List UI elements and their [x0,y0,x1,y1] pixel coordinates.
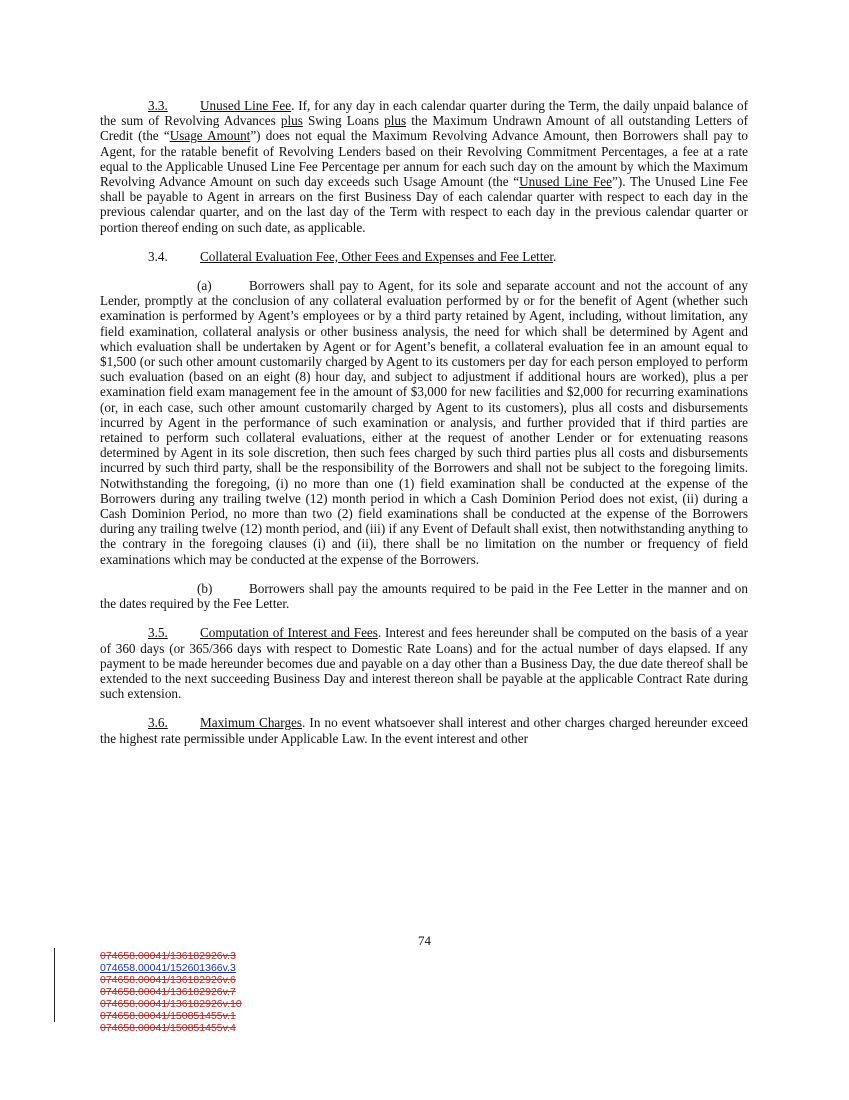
section-3-6 [100,715,748,745]
section-text: ”). The Unused Line Fee shall be payable to Agent in arrears on the first Business Day of each calendar quarter with respect to each day in the previous calendar quarter, and on the last day of the Term with respect to each day in the previous calendar quarter or portion thereof ending on such date, as applicable. [100,174,749,235]
section-title: Collateral Evaluation Fee, Other Fees and Expenses and Fee Letter [200,248,554,264]
document-id-deleted: 074658.00041/136182926v.7 [100,986,236,998]
section-title: Computation of Interest and Fees [200,625,378,641]
section-title: Unused Line Fee [200,98,292,113]
section-number: 3.5. [148,625,168,641]
section-3-3 [100,98,748,235]
defined-term: Usage Amount [169,128,251,144]
document-id-deleted: 074658.00041/150851455v.1 [100,1010,236,1022]
section-text: ”) does not equal the Maximum Revolving Advance Amount, then Borrowers shall pay to Agent, for the ratable benefit of Revolving Lenders based on their Revolving Commitment Percentages, a fee at a rate equal to the Applicable Unused Line Fee Percentage per annum for each such day on the amount by which the Maximum Revolving Advance Amount on such day exceeds such Usage Amount (the “ [100,128,748,190]
document-id-deleted: 074658.00041/136182926v.10 [100,998,242,1010]
defined-term: Unused Line Fee [519,174,612,190]
emphasis-plus: plus [280,113,303,129]
document-id-deleted: 074658.00041/136182926v.3 [100,950,236,962]
section-3-4-a [100,278,748,567]
emphasis-plus: plus [384,113,407,129]
section-text: . In no event whatsoever shall interest and other charges charged hereunder exceed the highest rate permissible under Applicable Law. In the event interest and other [100,715,748,746]
section-3-5 [100,625,748,701]
section-3-4-heading [100,249,748,264]
document-page [100,98,748,760]
section-text: . Interest and fees hereunder shall be computed on the basis of a year of 360 days (or 365/366 days with respect to Domestic Rate Loans) and for the actual number of days elapsed. If any payment to be made hereunder becomes due and payable on a day other than a Business Day, the due date thereof shall be extended to the next succeeding Business Day and interest thereon shall be payable at the applicable Contract Rate during such extension. [100,625,749,702]
section-number: 3.6. [148,715,168,731]
document-id-inserted: 074658.00041/152601366v.3 [100,962,236,974]
page-number: 74 [418,933,431,948]
section-text: Swing Loans [302,113,385,129]
clause-label: (a) [197,278,212,294]
document-id-list [100,950,242,1034]
change-bar [54,948,55,1022]
section-title: Maximum Charges [200,715,303,731]
document-id-deleted: 074658.00041/136182926v.6 [100,974,236,986]
section-3-4-b [100,581,748,611]
clause-text: Borrowers shall pay to Agent, for its sole and separate account and not the account of any Lender, promptly at the conclusion of any collateral evaluation performed by or for the benefit of Agent (whether such examination is performed by Agent’s employees or by a third party retained by Agent, including, without limitation, any field examination, collateral analysis or other business analysis, the need for which shall be determined by Agent and which evaluation shall be undertaken by Agent or for Agent’s benefit, a collateral evaluation fee in an amount equal to $1,500 (or such other amount customarily charged by Agent to its customers per day for each person employed to perform such evaluation (based on an eight (8) hour day, and subject to adjustment if additional hours are worked), plus a per examination field exam management fee in the amount of $3,000 for new facilities and $2,000 for recurring examinations (or, in each case, such other amount customarily charged by Agent to its customers), plus all costs and disbursements incurred by Agent in the performance of such examination or analysis, and further provided that if third parties are retained to perform such collateral evaluations, either at the request of another Lender or for extenuating reasons determined by Agent in its sole discretion, then such fees charged by such third parties plus all costs and disbursements incurred by such third party, shall be the responsibility of the Borrowers and shall not be subject to the foregoing limits. Notwithstanding the foregoing, (i) no more than one (1) field examination shall be conducted at the expense of the Borrowers during any trailing twelve (12) month period in which a Cash Dominion Period does not exist, (ii) during a Cash Dominion Period, no more than two (2) field examinations shall be conducted at the expense of the Borrowers during any trailing twelve (12) month period, and (iii) if any Event of Default shall exist, then notwithstanding anything to the contrary in the foregoing clauses (i) and (ii), there shall be no limitation on the number or frequency of field examinations which may be conducted at the expense of the Borrowers. [100,278,748,567]
section-text: the Maximum Undrawn Amount of all outstanding Letters of Credit (the “ [100,113,748,144]
section-number: 3.4. [148,248,168,264]
document-id-deleted: 074658.00041/150851455v.4 [100,1022,236,1034]
clause-text: Borrowers shall pay the amounts required to be paid in the Fee Letter in the manner and on the dates required by the Fee Letter. [100,580,748,612]
section-number: 3.3. [148,98,168,113]
section-text: . If, for any day in each calendar quarter during the Term, the daily unpaid balance of the sum of Revolving Advances [100,98,749,129]
section-text: . [553,248,557,264]
clause-label: (b) [197,580,213,596]
